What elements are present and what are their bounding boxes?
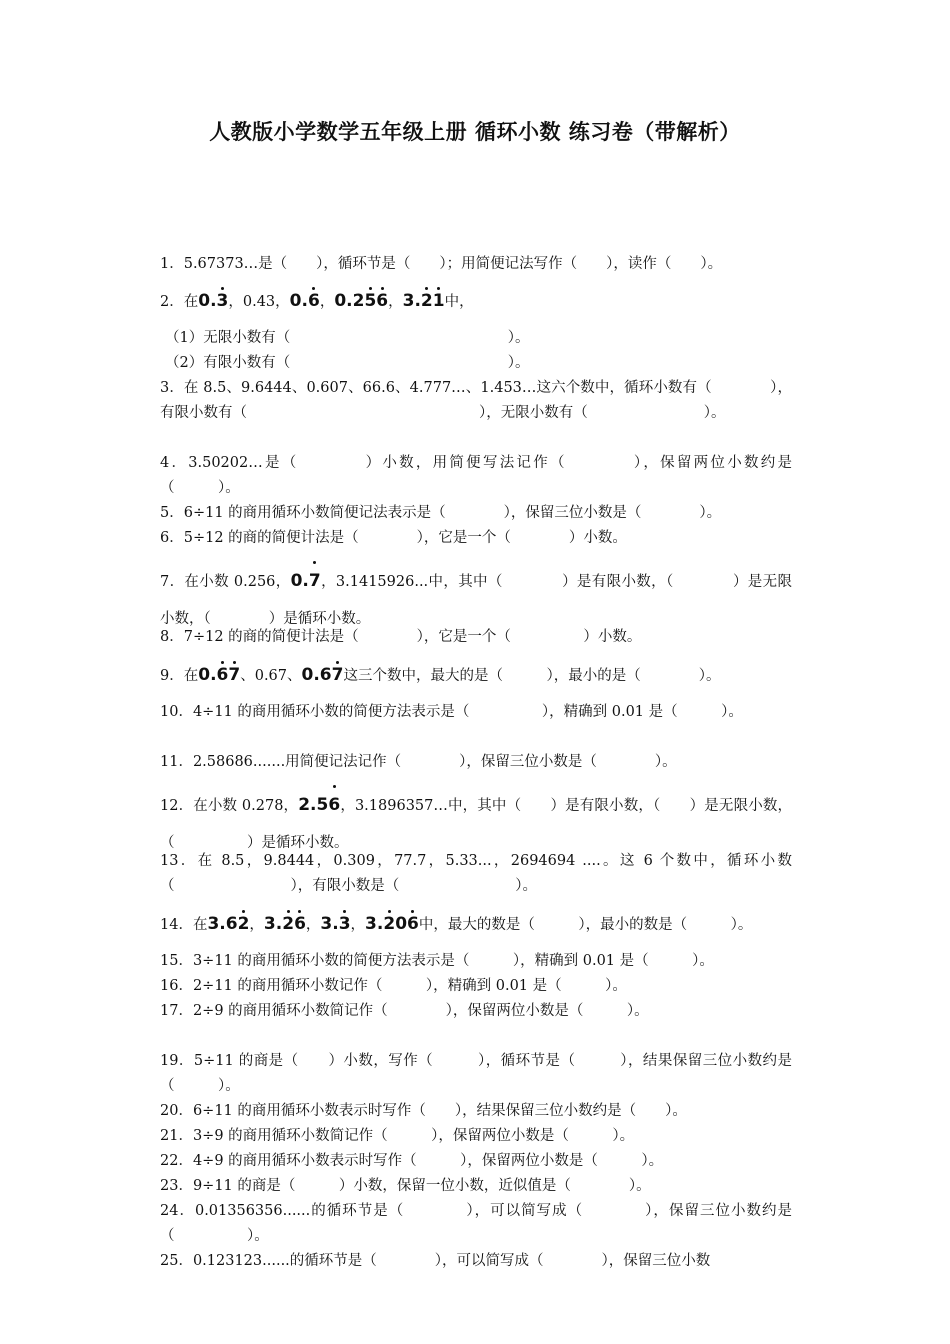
question-2-part-1: （1）无限小数有（ ）。 [165, 330, 530, 346]
number-digits: 0. [198, 665, 217, 685]
number-digits: 3. [402, 291, 421, 311]
page-title: 人教版小学数学五年级上册 循环小数 练习卷（带解析） [209, 120, 741, 144]
number-digits: 3. [320, 914, 339, 934]
question-22: 22．4÷9 的商用循环小数表示时写作（ ），保留两位小数是（ ）。 [160, 1153, 664, 1169]
repeating-digit: 6 [407, 912, 419, 937]
recurring-number-3 [334, 291, 388, 311]
question-4: 4．3.50202…是（ ）小数，用简便写法记作（ ），保留两位小数约是（ ）。 [160, 455, 792, 496]
question-2-prefix: 2．在 [160, 294, 199, 310]
question-3: 3．在 8.5、9.6444、0.607、66.6、4.777…、1.453…这六个数中，循环小数有（ ），有限小数有（ ），无限小数有（ ）。 [160, 380, 792, 421]
question-2 [160, 289, 792, 315]
number-digits: 3. [263, 914, 283, 934]
separator: ， [249, 917, 264, 933]
number-digits: 3. [365, 914, 384, 934]
recurring-number-2 [290, 291, 320, 311]
question-7-prefix: 7．在小数 0.256， [160, 574, 291, 590]
repeating-digit: 2 [383, 912, 395, 937]
question-15: 15．3÷11 的商用循环小数的简便方法表示是（ ），精确到 0.01 是（ ）。 [160, 953, 714, 969]
repeating-digit: 6 [217, 663, 229, 688]
repeating-digit: 7 [332, 663, 344, 688]
question-6: 6．5÷12 的商的简便计法是（ ），它是一个（ ）小数。 [160, 530, 627, 546]
repeating-digit: 1 [433, 289, 445, 314]
question-24: 24．0.01356356......的循环节是（ ），可以简写成（ ），保留三位小数约是（ ）。 [160, 1203, 792, 1244]
question-11: 11．2.58686.......用简便记法记作（ ），保留三位小数是（ ）。 [160, 754, 677, 770]
repeating-digit: 2 [282, 912, 294, 937]
question-21: 21．3÷9 的商用循环小数简记作（ ），保留两位小数是（ ）。 [160, 1128, 635, 1144]
question-14 [160, 912, 792, 938]
question-14-prefix: 14．在 [160, 917, 208, 933]
number-digits: 0. [290, 571, 309, 591]
number-digits: 3.6 [207, 914, 238, 934]
separator: ， [319, 294, 335, 310]
question-17: 17．2÷9 的商用循环小数简记作（ ），保留两位小数是（ ）。 [160, 1003, 649, 1019]
question-5: 5．6÷11 的商用循环小数简便记法表示是（ ），保留三位小数是（ ）。 [160, 505, 722, 521]
repeating-digit: 2 [238, 912, 250, 937]
recurring-number-4 [403, 291, 445, 311]
repeating-digit: 6 [328, 787, 340, 824]
question-20: 20．6÷11 的商用循环小数表示时写作（ ），结果保留三位小数约是（ ）。 [160, 1103, 687, 1119]
separator: ， [350, 917, 366, 933]
question-13: 13．在 8.5，9.8444，0.309，77.7，5.33...，2694694 ....。这 6 个数中，循环小数（ ），有限小数是（ ）。 [160, 853, 792, 894]
repeating-digit: 6 [294, 912, 306, 937]
question-14-suffix: 中，最大的数是（ ），最小的数是（ ）。 [418, 917, 753, 933]
question-7-suffix: ，3.1415926...中，其中（ ）是有限小数，（ ）是无限小数，（ ）是循环小数。 [160, 574, 792, 627]
recurring-number-2 [264, 914, 306, 934]
question-19: 19．5÷11 的商是（ ）小数，写作（ ），循环节是（ ），结果保留三位小数约是（ ）。 [160, 1053, 792, 1094]
number-digits: 0.2 [334, 291, 365, 311]
question-9-prefix: 9．在 [160, 668, 199, 684]
number-digits: 0. [289, 291, 308, 311]
repeating-digit: 5 [364, 289, 376, 314]
number-digits: 0 [395, 914, 408, 934]
question-2-suffix: 中， [444, 294, 474, 310]
recurring-number-2 [302, 665, 344, 685]
question-8: 8．7÷12 的商的简便计法是（ ），它是一个（ ）小数。 [160, 629, 642, 645]
question-2-part-2: （2）有限小数有（ ）。 [165, 355, 530, 371]
question-25: 25．0.123123......的循环节是（ ），可以简写成（ ），保留三位小数 [160, 1253, 711, 1269]
recurring-number-3 [320, 914, 350, 934]
number-digits: 2.5 [298, 795, 329, 815]
repeating-digit: 2 [421, 289, 433, 314]
number-digits: 0.6 [301, 665, 332, 685]
repeating-digit: 7 [228, 663, 240, 688]
question-16: 16．2÷11 的商用循环小数记作（ ），精确到 0.01 是（ ）。 [160, 978, 627, 994]
separator: ，0.43， [228, 294, 290, 310]
repeating-digit: 3 [339, 912, 351, 937]
question-23: 23．9÷11 的商是（ ）小数，保留一位小数，近似值是（ ）。 [160, 1178, 651, 1194]
recurring-number-1 [207, 914, 249, 934]
separator: 、0.67、 [240, 668, 302, 684]
number-digits: 0. [198, 291, 217, 311]
question-1: 1．5.67373…是（ ），循环节是（ ）；用简便记法写作（ ），读作（ ）。 [160, 256, 723, 272]
question-9 [160, 663, 792, 689]
recurring-number [291, 571, 321, 591]
repeating-digit: 3 [217, 289, 229, 314]
question-10: 10．4÷11 的商用循环小数的简便方法表示是（ ），精确到 0.01 是（ ）。 [160, 704, 743, 720]
repeating-digit: 6 [308, 289, 320, 314]
recurring-number-1 [198, 665, 240, 685]
recurring-number-1 [198, 291, 228, 311]
repeating-digit: 6 [376, 289, 388, 314]
question-12-suffix: ，3.1896357…中，其中（ ）是有限小数，（ ）是无限小数，（ ）是循环小数。 [160, 798, 792, 851]
separator: ， [305, 917, 321, 933]
question-12-prefix: 12．在小数 0.278， [160, 798, 299, 814]
recurring-number [298, 795, 340, 815]
question-9-suffix: 这三个数中，最大的是（ ），最小的是（ ）。 [343, 668, 721, 684]
recurring-number-4 [365, 914, 419, 934]
repeating-digit: 7 [309, 563, 321, 600]
separator: ， [388, 294, 403, 310]
